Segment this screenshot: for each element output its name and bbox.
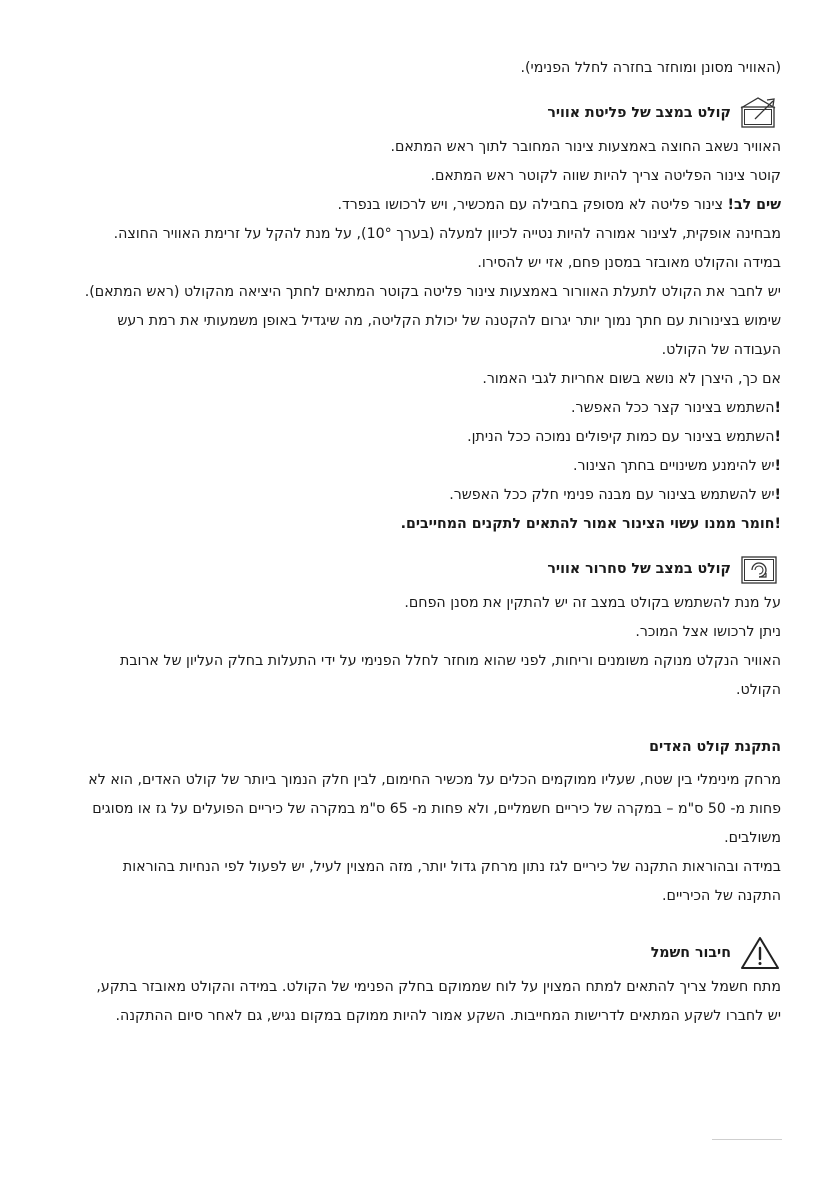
footer-divider [712,1139,782,1140]
recirc-line-1: על מנת להשתמש בקולט במצב זה יש להתקין את מסנן הפחם. [404,595,781,611]
note-text: צינור פליטה לא מסופק בחבילה עם המכשיר, ויש לרכושו בנפרד. [337,197,728,213]
bullet-item [82,481,781,510]
top-line: (האוויר מסונן ומוחזר בחזרה לחלל הפנימי). [520,60,781,76]
bullet-mark: ! [774,487,781,503]
bullet-text: חומר ממנו עשוי הצינור אמור להתאים לתקנים המחייבים. [400,516,775,532]
section-exhaust-title: קולט במצב של פליטת אוויר [547,104,731,121]
recirc-line-3: האוויר הנקלט מנוקה משומנים וריחות, לפני שהוא מוחזר לחלל הפנימי על ידי התעלות בחלק העליון של ארובת הקולט. [120,653,781,698]
bullet-item [82,394,781,423]
exhaust-paragraph-3: יש לחבר את הקולט לתעלת האוורור באמצעות צינור פליטה בקוטר המתאים לחתך היציאה מהקולט (ראש המתאם). [84,284,781,300]
bullet-text: יש להשתמש בצינור עם מבנה פנימי חלק ככל האפשר. [449,487,775,503]
exhaust-paragraph-1: מבחינה אופקית, לצינור אמורה להיות נטייה לכיוון למעלה (בערך 10°), על מנת להקל על זרימת האוויר החוצה. [113,226,781,242]
exhaust-house-icon [739,95,781,131]
exhaust-paragraph-4: שימוש בצינורות עם חתך נמוך יותר יגרום להקטנה של יכולת הקליטה, מה שיגדיל באופן משמעותי את רמת רעש העבודה של הקולט. [117,313,781,358]
bullet-mark: ! [774,516,781,532]
recirculation-icon [739,551,781,587]
electric-paragraph: מתח חשמל צריך להתאים למתח המצוין על לוח שממוקם בחלק הפנימי של הקולט. במידה והקולט מאובזר בתקע, יש לחברו לשקע המתאים לדרישות המחייבות. השקע אמור להיות ממוקם במקום נגיש, גם לאחר סיום ההתקנה. [96,979,781,1024]
note-label: שים לב! [727,197,781,213]
bullet-mark: ! [774,458,781,474]
bullet-item [82,510,781,539]
section-exhaust-heading [82,93,781,133]
exhaust-line-1: האוויר נשאב החוצה באמצעות צינור המחובר לתוך ראש המתאם. [390,139,781,155]
exhaust-line-2: קוטר צינור הפליטה צריך להיות שווה לקוטר ראש המתאם. [430,168,781,184]
bullet-mark: ! [774,400,781,416]
bullet-text: השתמש בצינור עם כמות קיפולים נמוכה ככל הניתן. [467,429,775,445]
install-paragraph-2: במידה ובהוראות התקנה של כיריים לגז נתון מרחק גדול יותר, מזה המצוין לעיל, יש לפעול לפי הנחיות בהוראות התקנה של הכיריים. [122,859,781,904]
bullet-item [82,423,781,452]
bullet-item [82,452,781,481]
page-content [82,54,781,1031]
exhaust-note [82,191,781,220]
section-install-heading: התקנת קולט האדים [649,739,781,755]
bullet-text: יש להימנע משינויים בחתך הצינור. [573,458,775,474]
bullet-mark: ! [774,429,781,445]
section-electric-heading [82,933,781,973]
warning-icon [739,935,781,971]
section-electric-title: חיבור חשמל [650,944,731,961]
exhaust-paragraph-2: במידה והקולט מאובזר במסנן פחם, אזי יש להסירו. [477,255,781,271]
install-paragraph-1: מרחק מינימלי בין שטח, שעליו ממוקמים הכלים על מכשיר החימום, לבין חלק הנמוך ביותר של קולט האדים, הוא לא פחות מ- 50 ס"מ – במקרה של כיריים חשמליים, ולא פחות מ- 65 ס"מ במקרה של כיריים הפועלים על גז או מסוגים משולבים. [88,772,781,846]
exhaust-paragraph-5: אם כך, היצרן לא נושא בשום אחריות לגבי האמור. [482,371,781,387]
recirc-line-2: ניתן לרכושו אצל המוכר. [635,624,781,640]
bullet-text: השתמש בצינור קצר ככל האפשר. [571,400,775,416]
section-recirculation-heading [82,549,781,589]
section-recirculation-title: קולט במצב של סחרור אוויר [547,560,731,577]
